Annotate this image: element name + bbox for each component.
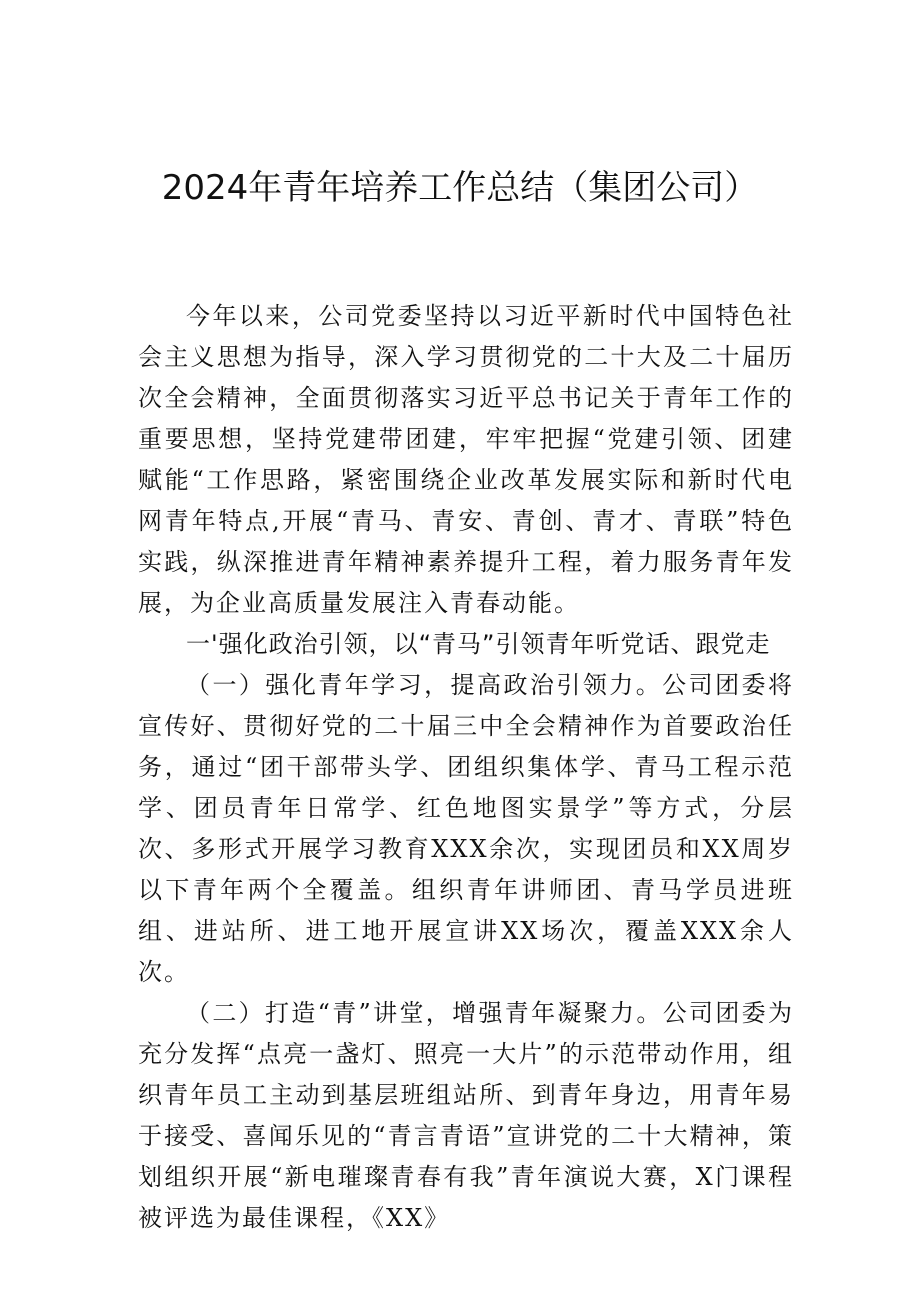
document-title: 2024年青年培养工作总结（集团公司） (161, 168, 759, 208)
intro-paragraph: 今年以来，公司党委坚持以习近平新时代中国特色社会主义思想为指导，深入学习贯彻党的二十大及二十届历次全会精神，全面贯彻落实习近平总书记关于青年工作的重要思想，坚持党建带团建，牢牢把握“党建引领、团建赋能“工作思路，紧密围绕企业改革发展实际和新时代电网青年特点,开展“青马、青安、青创、青才、青联”特色实践，纵深推进青年精神素养提升工程，着力服务青年发展，为企业高质量发展注入青春动能。 (138, 302, 794, 617)
document-body (138, 296, 794, 1239)
section-heading: 一'强化政治引领，以“青马”引领青年听党话、跟党走 (186, 630, 771, 658)
section-paragraph-1: （一）强化青年学习，提高政治引领力。公司团委将宣传好、贯彻好党的二十届三中全会精神作为首要政治任务，通过“团干部带头学、团组织集体学、青马工程示范学、团员青年日常学、红色地图实景学”等方式，分层次、多形式开展学习教育XXX余次，实现团员和XX周岁以下青年两个全覆盖。组织青年讲师团、青马学员进班组、进站所、进工地开展宣讲XX场次，覆盖XXX余人次。 (138, 671, 794, 986)
section-paragraph-2: （二）打造“青”讲堂，增强青年凝聚力。公司团委为充分发挥“点亮一盏灯、照亮一大片”的示范带动作用，组织青年员工主动到基层班组站所、到青年身边，用青年易于接受、喜闻乐见的“青言青语”宣讲党的二十大精神，策划组织开展“新电璀璨青春有我”青年演说大赛，X门课程被评选为最佳课程，《XX》 (138, 999, 794, 1232)
